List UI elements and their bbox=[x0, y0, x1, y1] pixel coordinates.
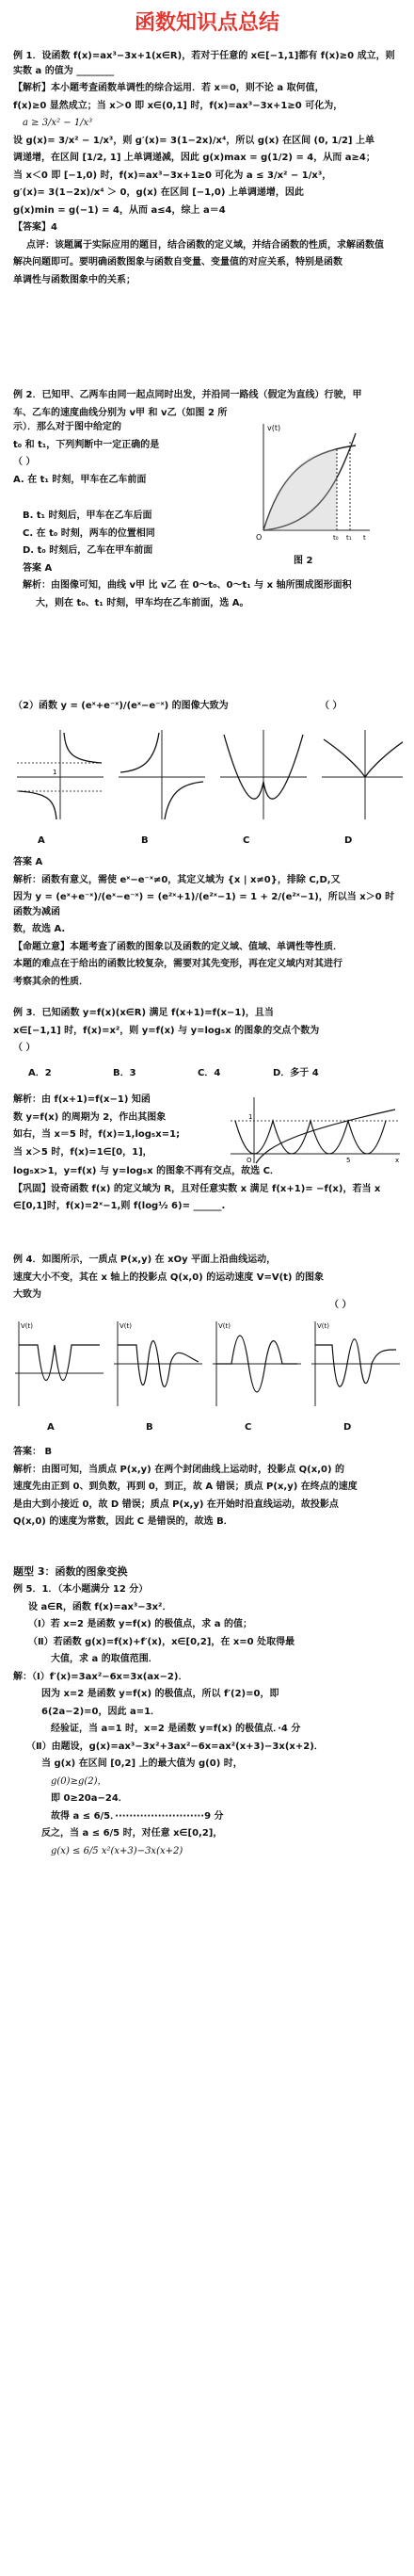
ex3-analysis-3: 数，故选 A. bbox=[13, 924, 66, 934]
page-title: 函数知识点总结 bbox=[134, 11, 279, 35]
ex5-label-c: C bbox=[245, 1422, 252, 1433]
example-5 bbox=[13, 1253, 324, 1305]
ex6-solution-4: 经验证，当 a=1 时，x=2 是函数 y=f(x) 的极值点．·4 分 bbox=[51, 1724, 301, 1735]
ex3-answer: 答案 A bbox=[13, 857, 43, 867]
ex1-analysis-2: f(x)≥0 显然成立；当 x＞0 即 x∈(0,1] 时，f(x)=ax³−3x+1≥0 可化为， bbox=[13, 100, 343, 111]
ex1-answer: 【答案】4 bbox=[13, 222, 57, 233]
ex1-analysis-5: 调递增，在区间 [1/2, 1] 上单调递减，因此 g(x)max = g(1/2) = 4，从而 a≥4； bbox=[13, 153, 375, 163]
example-4 bbox=[13, 1006, 401, 1059]
ex2-option-b: B. t₁ 时刻后，甲车在乙车后面 bbox=[23, 510, 152, 521]
ex4-option-a: A．2 bbox=[28, 1068, 52, 1078]
example-1 bbox=[13, 49, 401, 290]
ex6-solution-3: 6(2a−2)=0，因此 a=1． bbox=[41, 1706, 161, 1717]
svg-text:V(t): V(t) bbox=[119, 1322, 132, 1330]
fig2-caption: 图 2 bbox=[294, 556, 313, 566]
svg-text:V(t): V(t) bbox=[21, 1322, 33, 1330]
ex4-analysis-4: 当 x＞5 时，f(x)=1∈[0，1]， bbox=[13, 1146, 152, 1158]
ex6-question-3: （Ⅱ）若函数 g(x)=f(x)+f′(x)，x∈[0,2]，在 x=0 处取得最 bbox=[28, 1636, 295, 1647]
svg-text:O: O bbox=[256, 533, 263, 542]
ex1-comment-2: 解决问题即可。要明确函数图象与函数自变量、变量值的对应关系，特别是函数 bbox=[13, 257, 342, 267]
ex6-heading: 题型 3：函数的图象变换 bbox=[13, 1565, 128, 1578]
ex2-option-d: D. t₀ 时刻后，乙车在甲车前面 bbox=[23, 545, 153, 556]
svg-text:V(t): V(t) bbox=[218, 1322, 231, 1330]
example-4-analysis bbox=[13, 1093, 220, 1162]
ex3-label-a: A bbox=[38, 835, 45, 846]
ex4-blank: （ ） bbox=[13, 1043, 36, 1053]
svg-text:5: 5 bbox=[346, 1157, 351, 1164]
ex3-comment-1: 【命题立意】本题考查了函数的图象以及函数的定义域、值域、单调性等性质． bbox=[13, 941, 342, 952]
ex4-analysis-2: 数 y=f(x) 的周期为 2，作出其图象 bbox=[13, 1111, 167, 1123]
ex5-answer: 答案： B bbox=[13, 1447, 53, 1457]
ex1-analysis-8: g(x)min = g(−1) = 4，从而 a≤4，综上 a＝4 bbox=[13, 204, 226, 216]
svg-text:t₀: t₀ bbox=[333, 534, 339, 542]
svg-text:t₁: t₁ bbox=[346, 534, 352, 542]
ex1-question: 例 1．设函数 f(x)=ax³−3x+1(x∈R)，若对于任意的 x∈[−1,1]都有 f(x)≥0 成立，则实数 a 的值为 ________ bbox=[13, 51, 395, 76]
example-6 bbox=[13, 1563, 401, 1861]
ex2-option-c: C. 在 t₀ 时刻，两车的位置相同 bbox=[23, 527, 155, 539]
example-3-question bbox=[13, 699, 401, 717]
ex1-comment-1: 点评：该题属于实际应用的题目，结合函数的定义域，并结合函数的性质，求解函数值 bbox=[26, 239, 384, 251]
ex5-graph-a bbox=[15, 1321, 104, 1406]
ex2-answer: 答案 A bbox=[23, 562, 53, 574]
ex6-question-2: （Ⅰ）若 x=2 是函数 y=f(x) 的极值点，求 a 的值； bbox=[28, 1619, 252, 1630]
ex6-solution-8: 即 0≥20a−24． bbox=[51, 1793, 128, 1805]
ex5-label-d: D bbox=[343, 1422, 352, 1433]
ex6-solution-5: （Ⅱ）由题设，g(x)=ax³−3x²+3ax²−6x=ax²(x+3)−3x(x+2)． bbox=[26, 1741, 324, 1752]
periodic-parabola-figure bbox=[226, 1093, 405, 1168]
ex5-graph-d bbox=[311, 1321, 400, 1406]
ex3-label-b: B bbox=[141, 835, 149, 846]
ex3-blank: （ ） bbox=[320, 701, 342, 711]
ex2-question-3: t₀ 和 t₁，下列判断中一定正确的是 bbox=[13, 439, 160, 450]
ex3-analysis-2: 因为 y = (eˣ+e⁻ˣ)/(eˣ−e⁻ˣ) = (e²ˣ+1)/(e²ˣ−1) = 1 + 2/(e²ˣ−1)，所以当 x＞0 时函数为减函 bbox=[13, 892, 395, 917]
ex2-analysis-1: 解析：由图像可知，曲线 v甲 比 v乙 在 0～t₀、0～t₁ 与 x 轴所围成图形面积 bbox=[23, 580, 352, 591]
ex5-label-b: B bbox=[146, 1422, 153, 1433]
ex3-graph-a bbox=[17, 730, 104, 819]
svg-text:V(t): V(t) bbox=[317, 1322, 329, 1330]
ex3-comment-2: 本题的难点在于给出的函数比较复杂，需要对其先变形，再在定义域内对其进行 bbox=[13, 959, 342, 969]
ex6-question-0: 例 5．1．（本小题满分 12 分） bbox=[13, 1584, 149, 1596]
ex6-solution-1: 解：（Ⅰ）f′(x)=3ax²−6x=3x(ax−2)． bbox=[13, 1671, 188, 1682]
ex3-graph-b bbox=[119, 730, 205, 819]
ex1-analysis-6: 当 x＜0 即 [−1,0) 时，f(x)=ax³−3x+1≥0 可化为 a ≤ 3/x² − 1/x³， bbox=[13, 170, 332, 181]
fig2-axis-v: v(t) bbox=[267, 424, 281, 432]
ex6-question-1: 设 a∈R，函数 f(x)=ax³−3x²． bbox=[28, 1601, 172, 1612]
ex4-analysis-5: log₅x>1，y=f(x) 与 y=log₅x 的图象不再有交点，故选 C． bbox=[13, 1166, 279, 1176]
ex3-label-c: C bbox=[243, 835, 250, 846]
ex5-graph-b bbox=[114, 1321, 202, 1406]
ex1-comment-3: 单调性与函数图象中的关系； bbox=[13, 274, 135, 285]
ex4-option-c: C．4 bbox=[198, 1068, 221, 1078]
ex5-analysis-2: 速度先由正到 0、到负数，再到 0，到正，故 A 错误；质点 P(x,y) 在终点的速度 bbox=[13, 1482, 358, 1492]
ex1-analysis-3: a ≥ 3/x² − 1/x³ bbox=[23, 118, 93, 128]
ex4-analysis-3: 如右，当 x＝5 时，f(x)=1,log₅x=1; bbox=[13, 1129, 181, 1140]
ex3-graph-c bbox=[220, 730, 307, 819]
ex5-label-a: A bbox=[47, 1422, 55, 1433]
ex6-solution-2: 因为 x=2 是函数 y=f(x) 的极值点，所以 f′(2)=0，即 bbox=[41, 1689, 279, 1700]
ex6-question-4: 大值，求 a 的取值范围． bbox=[51, 1654, 158, 1665]
ex4-consolidate-1: 【巩固】设奇函数 f(x) 的定义域为 R，且对任意实数 x 满足 f(x+1)= −f(x)，若当 x bbox=[13, 1183, 381, 1194]
example-5-solution bbox=[13, 1445, 401, 1532]
ex3-graph-d bbox=[322, 730, 403, 819]
ex3-analysis-1: 解析：函数有意义，需使 eˣ−e⁻ˣ≠0，其定义域为 {x | x≠0}，排除 C,D,又 bbox=[13, 874, 341, 885]
svg-text:t: t bbox=[363, 534, 366, 542]
example-4-continued bbox=[13, 1164, 401, 1217]
ex2-analysis-2: 大，则在 t₀、t₁ 时刻，甲车均在乙车前面，选 A。 bbox=[36, 597, 249, 608]
ex5-question-3: 大致为 bbox=[13, 1289, 41, 1300]
ex6-solution-6: 当 g(x) 在区间 [0,2] 上的最大值为 g(0) 时， bbox=[41, 1758, 243, 1770]
ex1-analysis-4: 设 g(x)= 3/x² − 1/x³，则 g′(x)= 3(1−2x)/x⁴，所以 g(x) 在区间 (0, 1/2] 上单 bbox=[13, 135, 374, 146]
ex3-label-d: D bbox=[344, 835, 353, 846]
ex1-analysis-7: g′(x)= 3(1−2x)/x⁴ ＞ 0，g(x) 在区间 [−1,0) 上单调递增，因此 bbox=[13, 187, 304, 198]
ex4-consolidate-2: ∈[0,1]时，f(x)=2ˣ−1,则 f(log½ 6)= ______. bbox=[13, 1201, 226, 1211]
ex4-question-1: 例 3．已知函数 y=f(x)(x∈R) 满足 f(x+1)=f(x−1)，且当 bbox=[13, 1008, 274, 1018]
svg-text:1: 1 bbox=[248, 1113, 253, 1121]
example-3-solution bbox=[13, 855, 401, 992]
ex4-option-b: B．3 bbox=[113, 1068, 136, 1078]
svg-text:O: O bbox=[247, 1157, 252, 1164]
ex2-blank: （ ） bbox=[13, 457, 36, 467]
ex5-velocity-graphs bbox=[9, 1317, 405, 1411]
ex3-comment-3: 考察其余的性质． bbox=[13, 976, 88, 987]
velocity-curves-figure bbox=[252, 419, 374, 551]
ex4-question-2: x∈[−1,1] 时，f(x)=x²，则 y=f(x) 与 y=log₅x 的图象的交点个数为 bbox=[13, 1025, 320, 1036]
ex4-option-d: D．多于 4 bbox=[273, 1068, 319, 1078]
ex5-analysis-3: 是由大到小接近 0，故 D 错误；质点 P(x,y) 在开始时沿直线运动，故投影点 bbox=[13, 1499, 339, 1510]
ex5-question-2: 速度大小不变，其在 x 轴上的投影点 Q(x,0) 的运动速度 V=V(t) 的图象 bbox=[13, 1272, 324, 1283]
ex2-question-2: 车、乙车的速度曲线分别为 v甲 和 v乙（如图 2 所示）．那么对于图中给定的 bbox=[13, 407, 228, 432]
ex6-solution-7: g(0)≥g(2)， bbox=[51, 1775, 107, 1787]
ex6-solution-9: 故得 a ≤ 6/5．·························9 分 bbox=[51, 1810, 224, 1822]
ex5-graph-c bbox=[213, 1321, 301, 1406]
ex5-analysis-4: Q(x,0) 的速度为常数，因此 C 是错误的，故选 B． bbox=[13, 1516, 233, 1527]
ex5-question-1: 例 4．如图所示，一质点 P(x,y) 在 xOy 平面上沿曲线运动， bbox=[13, 1255, 277, 1265]
ex5-analysis-1: 解析：由图可知，当质点 P(x,y) 在两个封闭曲线上运动时，投影点 Q(x,0) 的 bbox=[13, 1464, 345, 1475]
ex3-graph-options bbox=[11, 725, 403, 829]
ex2-option-a: A. 在 t₁ 时刻，甲车在乙车前面 bbox=[13, 474, 147, 485]
ex4-analysis-1: 解析：由 f(x+1)=f(x−1) 知函 bbox=[13, 1094, 151, 1105]
ex1-analysis-1: 【解析】本小题考查函数单调性的综合运用．若 x＝0，则不论 a 取何值， bbox=[13, 83, 325, 93]
ex6-solution-10: 反之，当 a ≤ 6/5 时，对任意 x∈[0,2]， bbox=[41, 1828, 223, 1839]
ex5-blank: （ ） bbox=[329, 1300, 352, 1310]
svg-text:x: x bbox=[395, 1157, 400, 1164]
ex3-question: （2）函数 y = (eˣ+e⁻ˣ)/(eˣ−e⁻ˣ) 的图像大致为 bbox=[13, 701, 229, 711]
ex6-solution-11: g(x) ≤ 6/5 x²(x+3)−3x(x+2) bbox=[51, 1845, 183, 1856]
svg-text:1: 1 bbox=[53, 769, 57, 776]
ex2-question-1: 例 2．已知甲、乙两车由同一起点同时出发，并沿同一路线（假定为直线）行驶，甲 bbox=[13, 390, 362, 400]
